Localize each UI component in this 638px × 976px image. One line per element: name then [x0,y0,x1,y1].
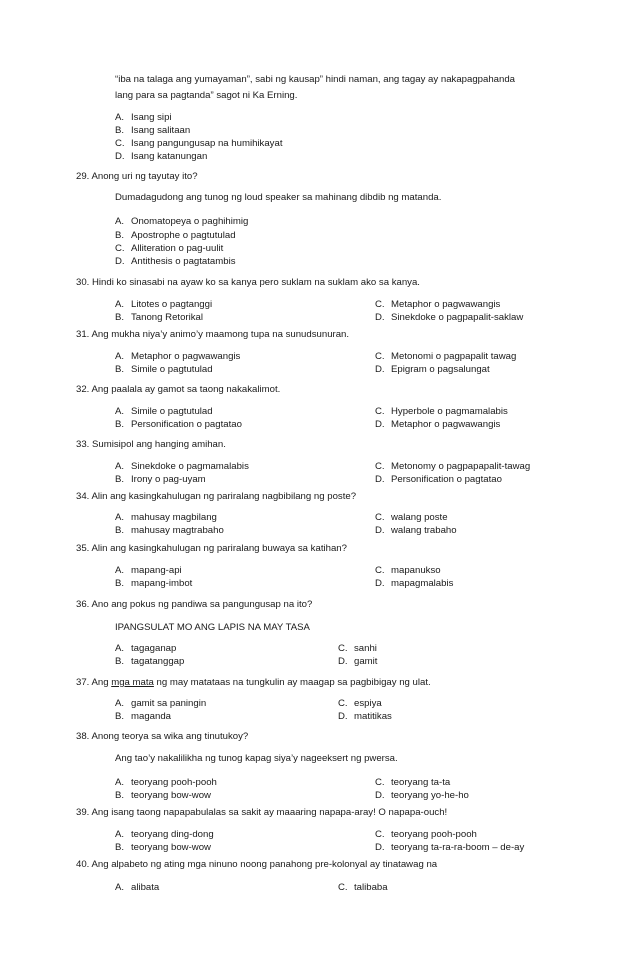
q37-option-d: D. matitikas [338,711,392,722]
question-38-stem: Ang tao’y nakalilikha ng tunog kapag siya’y nageeksert ng pwersa. [115,753,398,764]
q31-option-c: C. Metonomi o pagpapalit tawag [375,351,517,362]
q34-option-d: D. walang trabaho [375,525,457,536]
q30-option-c: C. Metaphor o pagwawangis [375,299,501,310]
q38-option-c: C. teoryang ta-ta [375,777,451,788]
question-31: 31. Ang mukha niya’y animo’y maamong tupa na sunudsunuran. [76,329,350,340]
q39-option-b: B. teoryang bow-wow [115,842,211,853]
q34-option-b: B. mahusay magtrabaho [115,525,224,536]
q39-option-d: D. teoryang ta-ra-ra-boom – de-ay [375,842,525,853]
question-38: 38. Anong teorya sa wika ang tinutukoy? [76,731,249,742]
question-29-stem: Dumadagudong ang tunog ng loud speaker sa mahinang dibdib ng matanda. [115,192,442,203]
q30-option-a: A. Litotes o pagtanggi [115,299,213,310]
q32-option-d: D. Metaphor o pagwawangis [375,419,501,430]
question-36: 36. Ano ang pokus ng pandiwa sa pangungusap na ito? [76,599,313,610]
q31-option-b: B. Simile o pagtutulad [115,364,213,375]
underlined-phrase: mga mata [111,677,154,688]
q29-option-c: C. Alliteration o pag-uulit [115,243,224,254]
q37-option-b: B. maganda [115,711,172,722]
question-30: 30. Hindi ko sinasabi na ayaw ko sa kanya pero suklam na suklam ako sa kanya. [76,277,420,288]
q36-option-d: D. gamit [338,656,378,667]
q40-option-a: A. alibata [115,882,160,893]
q38-option-b: B. teoryang bow-wow [115,790,211,801]
question-32: 32. Ang paalala ay gamot sa taong nakakalimot. [76,384,281,395]
intro-option-c: C. Isang pangungusap na humihikayat [115,138,283,149]
q32-option-c: C. Hyperbole o pagmamalabis [375,406,508,417]
q32-option-b: B. Personification o pagtatao [115,419,242,430]
question-29: 29. Anong uri ng tayutay ito? [76,171,198,182]
intro-option-b: B. Isang salitaan [115,125,191,136]
question-37: 37. Ang mga mata ng may matataas na tungkulin ay maagap sa pagbibigay ng ulat. [76,677,431,688]
q29-option-b: B. Apostrophe o pagtutulad [115,230,236,241]
question-33: 33. Sumisipol ang hanging amihan. [76,439,226,450]
q31-option-d: D. Epigram o pagsalungat [375,364,490,375]
q32-option-a: A. Simile o pagtutulad [115,406,213,417]
q30-option-d: D. Sinekdoke o pagpapalit-saklaw [375,312,524,323]
q33-option-a: A. Sinekdoke o pagmamalabis [115,461,249,472]
question-40: 40. Ang alpabeto ng ating mga ninuno noong panahong pre-kolonyal ay tinatawag na [76,859,438,870]
q35-option-b: B. mapang-imbot [115,578,193,589]
intro-option-a: A. Isang sipi [115,112,172,123]
q33-option-c: C. Metonomy o pagpapapalit-tawag [375,461,531,472]
question-36-stem: IPANGSULAT MO ANG LAPIS NA MAY TASA [115,622,310,633]
q34-option-a: A. mahusay magbilang [115,512,217,523]
question-35: 35. Alin ang kasingkahulugan ng pariralang buwaya sa katihan? [76,543,347,554]
question-39: 39. Ang isang taong napapabulalas sa sakit ay maaaring napapa-aray! O napapa-ouch! [76,807,448,818]
q36-option-b: B. tagatanggap [115,656,185,667]
intro-option-d: D. Isang katanungan [115,151,208,162]
q34-option-c: C. walang poste [375,512,448,523]
q37-option-c: C. espiya [338,698,382,709]
q35-option-a: A. mapang-api [115,565,182,576]
q39-option-a: A. teoryang ding-dong [115,829,214,840]
q29-option-d: D. Antithesis o pagtatambis [115,256,236,267]
q36-option-c: C. sanhi [338,643,377,654]
q40-option-c: C. talibaba [338,882,388,893]
q30-option-b: B. Tanong Retorikal [115,312,203,323]
q37-option-a: A. gamit sa paningin [115,698,207,709]
q35-option-c: C. mapanukso [375,565,441,576]
intro-line-1: “iba na talaga ang yumayaman”, sabi ng kausap” hindi naman, ang tagay ay nakapagpahanda [115,74,516,85]
q36-option-a: A. tagaganap [115,643,177,654]
q31-option-a: A. Metaphor o pagwawangis [115,351,241,362]
q35-option-d: D. mapagmalabis [375,578,454,589]
q29-option-a: A. Onomatopeya o paghihimig [115,216,249,227]
q38-option-d: D. teoryang yo-he-ho [375,790,469,801]
question-34: 34. Alin ang kasingkahulugan ng pariralang nagbibilang ng poste? [76,491,357,502]
q33-option-d: D. Personification o pagtatao [375,474,502,485]
intro-line-2: lang para sa pagtanda” sagot ni Ka Erning. [115,90,298,101]
q33-option-b: B. Irony o pag-uyam [115,474,206,485]
q39-option-c: C. teoryang pooh-pooh [375,829,477,840]
q38-option-a: A. teoryang pooh-pooh [115,777,217,788]
